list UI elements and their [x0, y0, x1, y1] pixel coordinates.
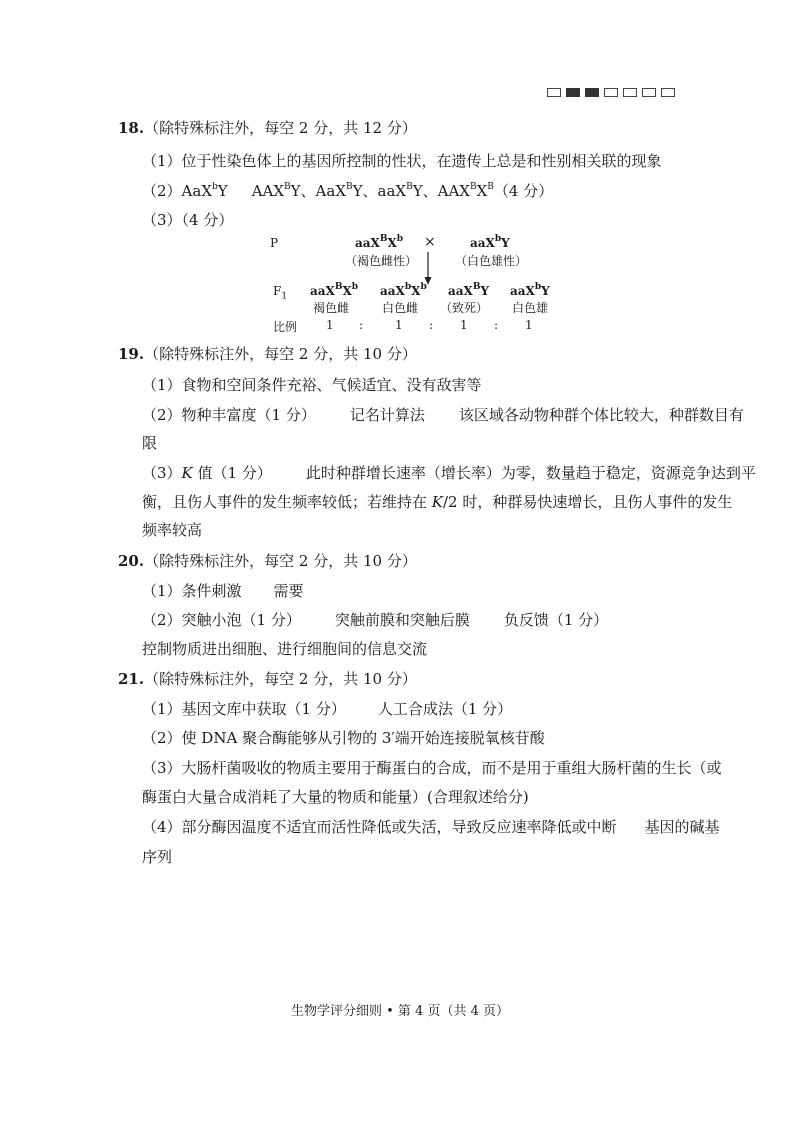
q19-answer-2: （2）物种丰富度（1 分） 记名计算法 该区域各动物种群个体比较大，种群数目有 [142, 406, 744, 424]
q21-header [118, 668, 417, 689]
q20-answer-2: （2）突触小泡（1 分） 突触前膜和突触后膜 负反馈（1 分） [142, 611, 609, 629]
page-footer: 生物学评分细则 • 第 4 页（共 4 页） [290, 1004, 509, 1019]
q18-answer-2-points: （4 分） [493, 182, 554, 200]
q19-answer-2-cont: 限 [142, 434, 158, 452]
q21-answer-3: （3）大肠杆菌吸收的物质主要用于酶蛋白的合成，而不是用于重组大肠杆菌的生长（或 [142, 759, 722, 777]
f1-generation-label: $F_1$ [273, 284, 288, 302]
q21-answer-2: （2）使 DNA 聚合酶能够从引物的 3′端开始连接脱氧核苷酸 [142, 729, 545, 747]
offspring-genotype-2: $aaX^bX^b$ [380, 282, 427, 298]
offspring-caption-3: （致死） [440, 301, 489, 315]
page-indicator-box-filled [566, 88, 580, 97]
q19-answer-3: （3）K 值（1 分） 此时种群增长速率（增长率）为零，数量趋于稳定，资源竞争达到平 [142, 464, 756, 482]
ratio-colon: : [494, 318, 499, 332]
page-indicator-box [642, 88, 656, 97]
q20-note: （除特殊标注外，每空 2 分，共 10 分） [144, 552, 417, 570]
q19-header [118, 343, 417, 364]
q18-answer-2-label: （2） [142, 182, 182, 200]
ratio-value: 1 [525, 318, 533, 332]
page-indicator-box [623, 88, 637, 97]
q18-note: （除特殊标注外，每空 2 分，共 12 分） [144, 119, 417, 137]
offspring-genotype-1: $aaX^BX^b$ [310, 282, 359, 298]
cross-arrow [423, 252, 433, 286]
q19-answer-1: （1）食物和空间条件充裕、气候适宜、没有敌害等 [142, 376, 482, 394]
cross-symbol: × [424, 234, 436, 250]
male-parent-caption: （白色雄性） [455, 254, 528, 268]
q18-answer-1: （1）位于性染色体上的基因所控制的性状，在遗传上总是和性别相关联的现象 [142, 152, 662, 170]
female-parent-caption: （褐色雌性） [345, 254, 418, 268]
ratio-colon: : [429, 318, 434, 332]
q19-number: 19. [118, 345, 145, 363]
q20-number: 20. [118, 552, 145, 570]
page-indicator-box [604, 88, 618, 97]
q19-answer-3-line-2: 衡，且伤人事件的发生频率较低；若维持在 K/2 时，种群易快速增长，且伤人事件的发生 [142, 493, 733, 511]
q19-note: （除特殊标注外，每空 2 分，共 10 分） [144, 345, 417, 363]
q18-number: 18. [118, 119, 145, 137]
ratio-label: 比例 [273, 320, 298, 334]
page-indicator-box-filled [585, 88, 599, 97]
q21-answer-1: （1）基因文库中获取（1 分） 人工合成法（1 分） [142, 700, 513, 718]
ratio-colon: : [359, 318, 364, 332]
female-parent-genotype: $aaX^BX^b$ [355, 234, 404, 250]
offspring-caption-1: 褐色雌 [313, 301, 350, 315]
q18-answer-2: （2）AaX$^b$Y $AAX^BY$、AaX$^B$Y、aaX$^B$Y、$AAX^BX^B(4$ 分） [142, 182, 554, 200]
q21-number: 21. [118, 670, 145, 688]
male-parent-genotype: aaX$^b$Y [470, 234, 510, 250]
q21-note: （除特殊标注外，每空 2 分，共 10 分） [144, 670, 417, 688]
q21-answer-4: （4）部分酶因温度不适宜而活性降低或失活，导致反应速率降低或中断 基因的碱基 [142, 818, 720, 836]
offspring-caption-4: 白色雄 [512, 301, 549, 315]
q21-answer-3-line-2: 酶蛋白大量合成消耗了大量的物质和能量）(合理叙述给分) [142, 788, 529, 806]
ratio-value: 1 [460, 318, 468, 332]
q19-answer-3-line-3: 频率较高 [142, 521, 203, 539]
p-generation-label: P [270, 236, 279, 250]
offspring-genotype-4: aaX$^b$Y [510, 282, 550, 298]
q21-answer-4-line-2: 序列 [142, 848, 173, 866]
ratio-value: 1 [395, 318, 403, 332]
q20-answer-2-line-2: 控制物质进出细胞、进行细胞间的信息交流 [142, 640, 428, 658]
offspring-genotype-3: aaX$^B$Y [448, 282, 490, 298]
page-indicator-box [661, 88, 675, 97]
q18-answer-3: （3）（4 分） [142, 211, 234, 229]
page-indicator-box [547, 88, 561, 97]
q20-answer-1: （1）条件刺激 需要 [142, 582, 304, 600]
ratio-value: 1 [326, 318, 334, 332]
page-indicator [547, 88, 675, 97]
offspring-caption-2: 白色雌 [382, 301, 419, 315]
q18-header [118, 117, 417, 138]
q20-header [118, 550, 417, 571]
